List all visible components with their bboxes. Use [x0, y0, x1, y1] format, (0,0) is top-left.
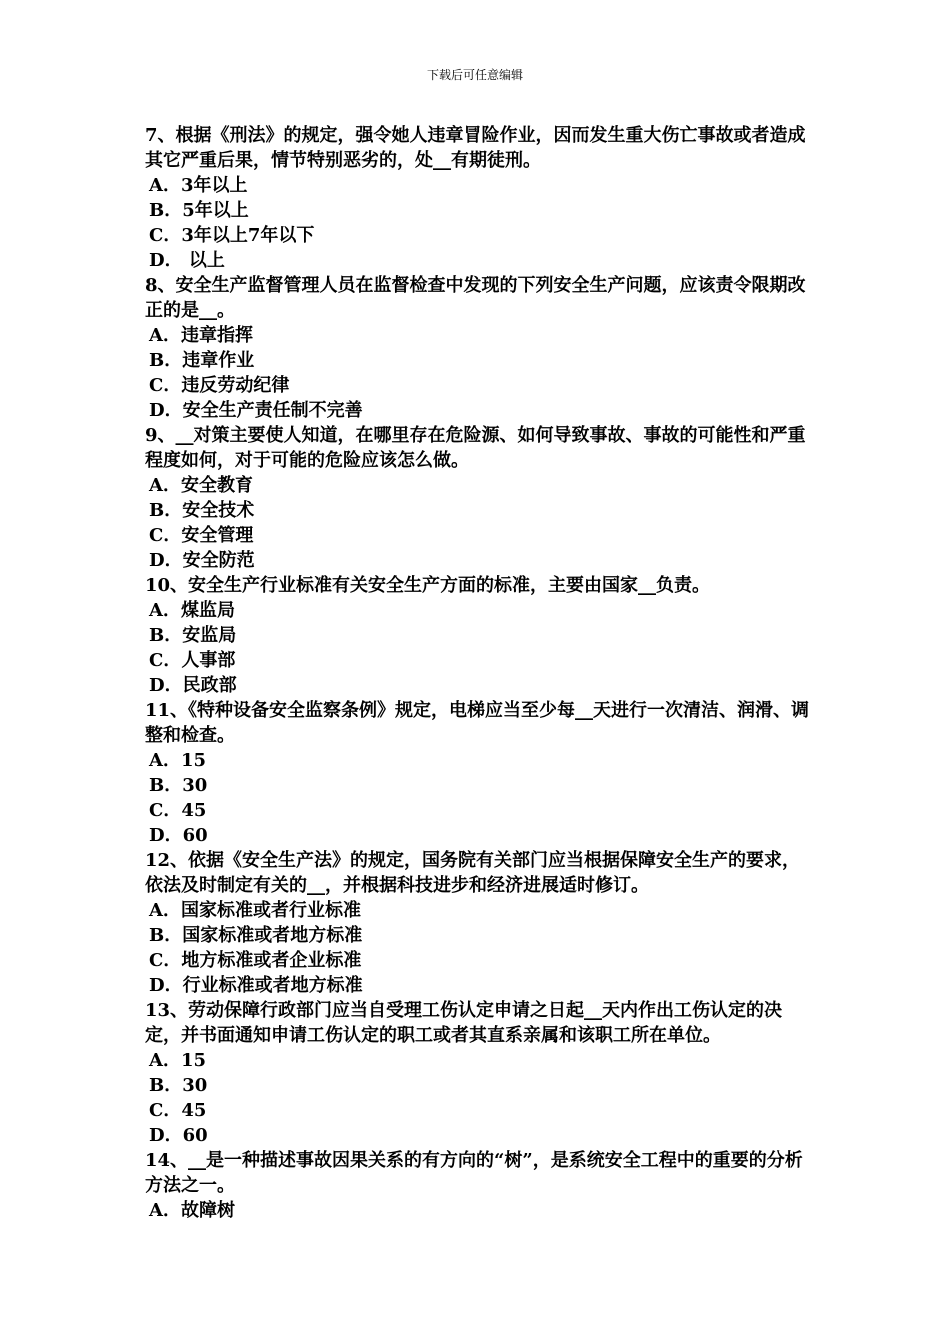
question-11	[145, 698, 810, 848]
question-text: 14、__是一种描述事故因果关系的有方向的“树”，是系统安全工程中的重要的分析方法之一。	[145, 1150, 803, 1196]
question-text: 7、根据《刑法》的规定，强令她人违章冒险作业，因而发生重大伤亡事故或者造成其它严重后果，情节特别恶劣的，处__有期徒刑。	[145, 125, 806, 171]
question-text: 11、《特种设备安全监察条例》规定，电梯应当至少每__天进行一次清洁、润滑、调整和检查。	[145, 700, 810, 746]
option-a: A．故障树	[149, 1200, 235, 1221]
option-d: D．民政部	[149, 675, 237, 696]
question-text: 13、劳动保障行政部门应当自受理工伤认定申请之日起__天内作出工伤认定的决定，并书面通知申请工伤认定的职工或者其直系亲属和该职工所在单位。	[145, 1000, 783, 1046]
option-d: D．行业标准或者地方标准	[149, 975, 363, 996]
option-d: D．安全生产责任制不完善	[149, 400, 363, 421]
option-b: B．安全技术	[149, 500, 255, 521]
option-a: A．违章指挥	[149, 325, 253, 346]
option-c: C．地方标准或者企业标准	[149, 950, 362, 971]
question-text: 9、__对策主要使人知道，在哪里存在危险源、如何导致事故、事故的可能性和严重程度如何，对于可能的危险应该怎么做。	[145, 425, 806, 471]
option-c: C．3年以上7年以下	[149, 225, 315, 246]
option-d: D．安全防范	[149, 550, 255, 571]
question-text: 8、安全生产监督管理人员在监督检查中发现的下列安全生产问题，应该责令限期改正的是__。	[145, 275, 806, 321]
option-b: B．违章作业	[149, 350, 255, 371]
question-12	[145, 848, 810, 998]
option-d: D．60	[149, 825, 208, 846]
question-9	[145, 423, 810, 573]
question-10	[145, 573, 810, 698]
option-a: A．安全教育	[149, 475, 253, 496]
option-d: D． 以上	[149, 250, 225, 271]
option-a: A．3年以上	[149, 175, 248, 196]
option-c: C．45	[149, 1100, 207, 1121]
question-8	[145, 273, 810, 423]
option-a: A．15	[149, 750, 207, 771]
option-a: A．国家标准或者行业标准	[149, 900, 361, 921]
option-b: B．30	[149, 775, 208, 796]
option-a: A．15	[149, 1050, 207, 1071]
option-a: A．煤监局	[149, 600, 235, 621]
question-list	[145, 123, 810, 1223]
option-b: B．安监局	[149, 625, 237, 646]
question-7	[145, 123, 810, 273]
option-c: C．45	[149, 800, 207, 821]
option-c: C．人事部	[149, 650, 236, 671]
option-b: B．30	[149, 1075, 208, 1096]
option-b: B．5年以上	[149, 200, 249, 221]
option-c: C．违反劳动纪律	[149, 375, 290, 396]
question-text: 12、依据《安全生产法》的规定，国务院有关部门应当根据保障安全生产的要求，依法及时制定有关的__，并根据科技进步和经济进展适时修订。	[145, 850, 801, 896]
option-c: C．安全管理	[149, 525, 254, 546]
option-b: B．国家标准或者地方标准	[149, 925, 363, 946]
question-text: 10、安全生产行业标准有关安全生产方面的标准，主要由国家__负责。	[145, 575, 711, 596]
page-header: 下载后可任意编辑	[426, 68, 523, 82]
option-d: D．60	[149, 1125, 208, 1146]
question-13	[145, 998, 810, 1148]
question-14	[145, 1148, 810, 1223]
